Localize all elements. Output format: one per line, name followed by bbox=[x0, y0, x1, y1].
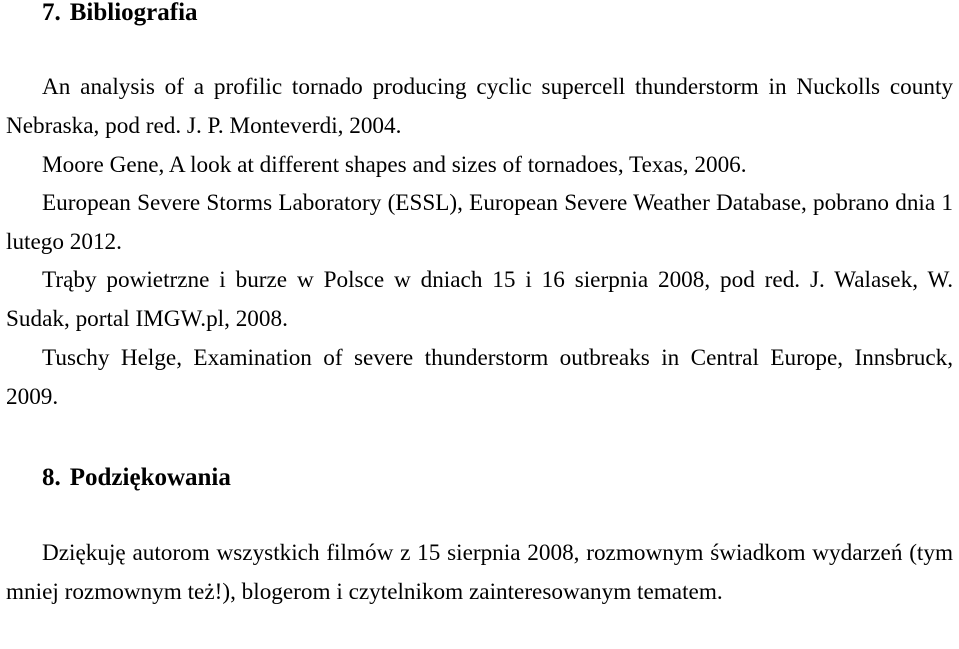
bibliography-entry: European Severe Storms Laboratory (ESSL), European Severe Weather Database, pobrano dnia 1 lutego 2012. bbox=[6, 190, 953, 255]
acknowledgements-paragraph: Dziękuję autorom wszystkich filmów z 15 sierpnia 2008, rozmownym świadkom wydarzeń (tym mniej rozmownym też!), blogerom i czytelnikom zainteresowanym tematem. bbox=[6, 540, 953, 605]
bibliography-entry: Moore Gene, A look at different shapes and sizes of tornadoes, Texas, 2006. bbox=[42, 152, 747, 178]
section-heading-bibliography bbox=[42, 0, 198, 26]
section-heading-acknowledgements bbox=[42, 465, 231, 491]
bibliography-entry: An analysis of a profilic tornado producing cyclic supercell thunderstorm in Nuckolls county Nebraska, pod red. J. P. Monteverdi, 2004. bbox=[6, 74, 953, 139]
section-title: Bibliografia bbox=[69, 0, 198, 26]
section-number: 7. bbox=[42, 0, 61, 26]
section-number: 8. bbox=[42, 464, 61, 491]
section-title: Podziękowania bbox=[69, 464, 231, 491]
bibliography-entry: Trąby powietrzne i burze w Polsce w dniach 15 i 16 sierpnia 2008, pod red. J. Walasek, W. Sudak, portal IMGW.pl, 2008. bbox=[6, 267, 953, 332]
bibliography-entry: Tuschy Helge, Examination of severe thunderstorm outbreaks in Central Europe, Innsbruck, 2009. bbox=[6, 345, 953, 410]
